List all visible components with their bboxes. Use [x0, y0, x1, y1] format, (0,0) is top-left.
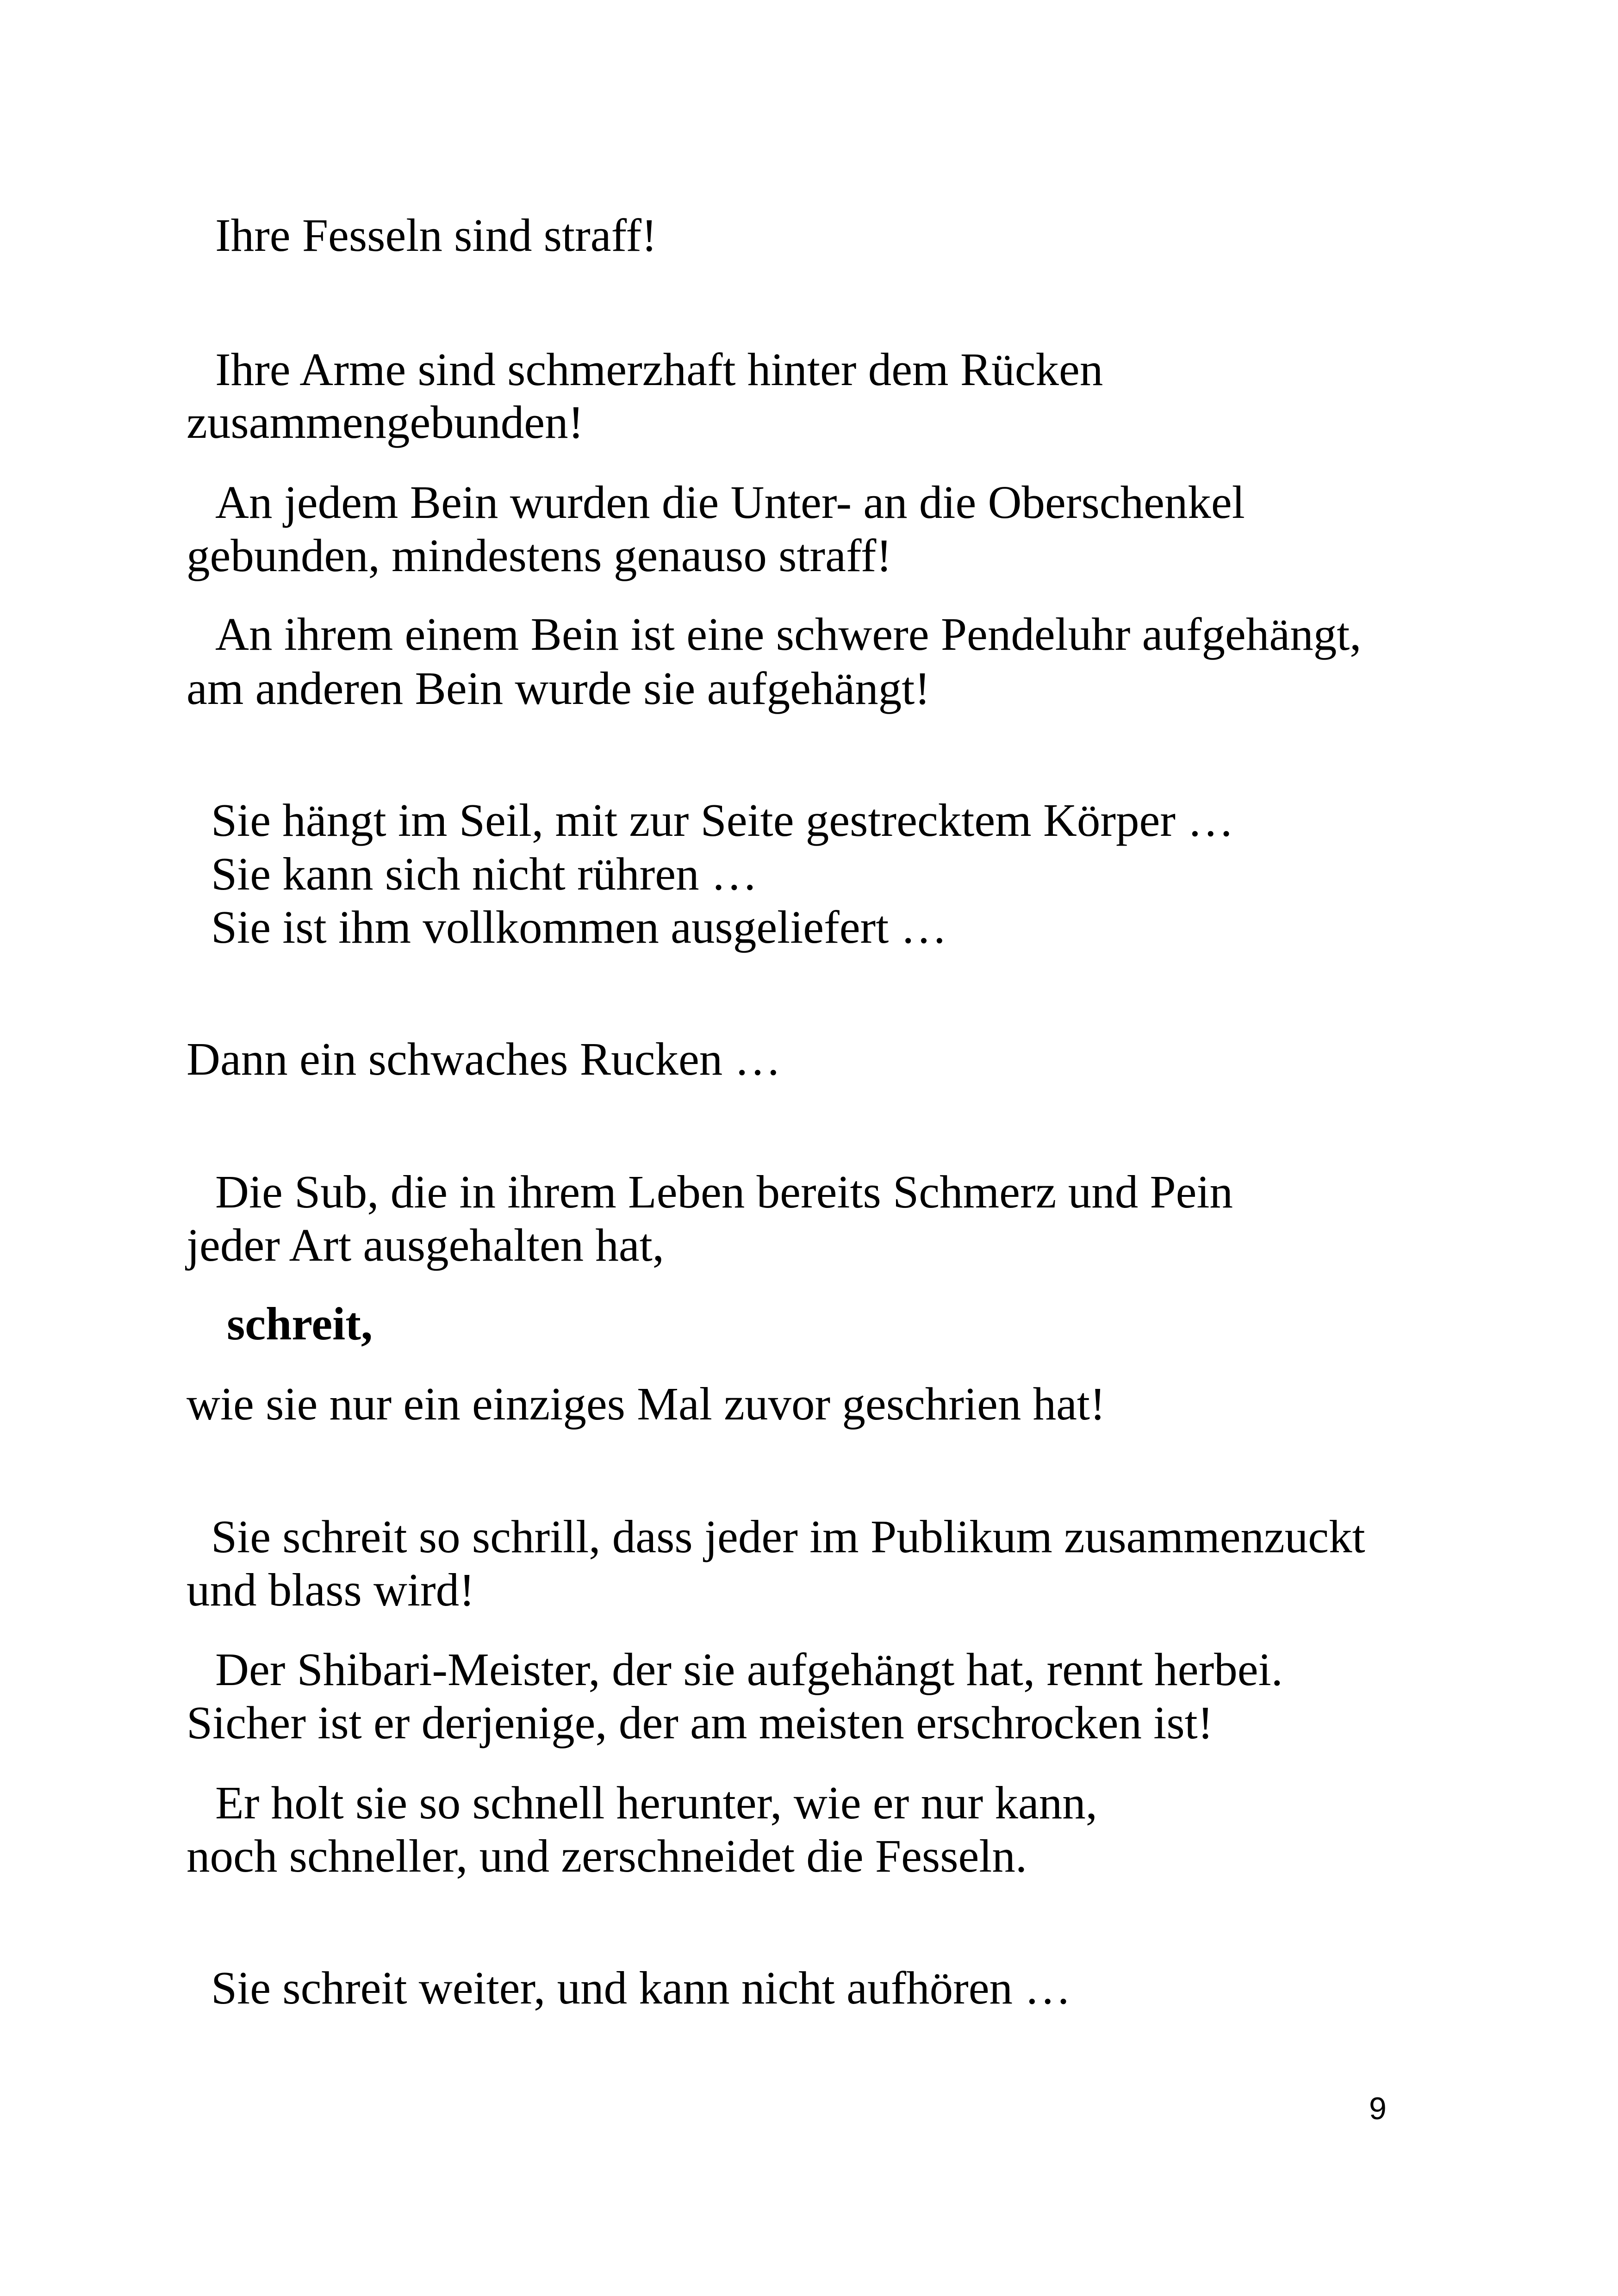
- text-line: Der Shibari-Meister, der sie aufgehängt hat, rennt herbei.: [215, 1643, 1283, 1695]
- text-line: Er holt sie so schnell herunter, wie er nur kann,: [215, 1777, 1097, 1829]
- text-line: Ihre Fesseln sind straff!: [215, 209, 657, 261]
- text-line: Die Sub, die in ihrem Leben bereits Schmerz und Pein: [215, 1166, 1233, 1218]
- text-line: zusammengebunden!: [187, 396, 584, 448]
- text-line: Sie ist ihm vollkommen ausgeliefert …: [211, 901, 947, 953]
- text-line: An ihrem einem Bein ist eine schwere Pendeluhr aufgehängt,: [215, 608, 1362, 660]
- page-number: 9: [1369, 2091, 1387, 2126]
- text-line: wie sie nur ein einziges Mal zuvor geschrien hat!: [187, 1378, 1106, 1430]
- text-line: Dann ein schwaches Rucken …: [187, 1033, 781, 1085]
- text-line: gebunden, mindestens genauso straff!: [187, 529, 892, 581]
- text-line: jeder Art ausgehalten hat,: [187, 1219, 665, 1271]
- text-line: und blass wird!: [187, 1564, 475, 1616]
- text-line: Sie kann sich nicht rühren …: [211, 848, 758, 900]
- emphasized-word: schreit,: [227, 1298, 373, 1350]
- text-line: am anderen Bein wurde sie aufgehängt!: [187, 662, 930, 714]
- text-line: Sicher ist er derjenige, der am meisten erschrocken ist!: [187, 1697, 1214, 1748]
- text-line: Sie schreit weiter, und kann nicht aufhören …: [211, 1962, 1071, 2014]
- text-line: Sie hängt im Seil, mit zur Seite gestrecktem Körper …: [211, 794, 1234, 846]
- text-line: An jedem Bein wurden die Unter- an die Oberschenkel: [215, 476, 1245, 528]
- text-line: Ihre Arme sind schmerzhaft hinter dem Rücken: [215, 343, 1103, 395]
- text-line: Sie schreit so schrill, dass jeder im Publikum zusammenzuckt: [211, 1511, 1365, 1562]
- text-line: noch schneller, und zerschneidet die Fesseln.: [187, 1830, 1027, 1882]
